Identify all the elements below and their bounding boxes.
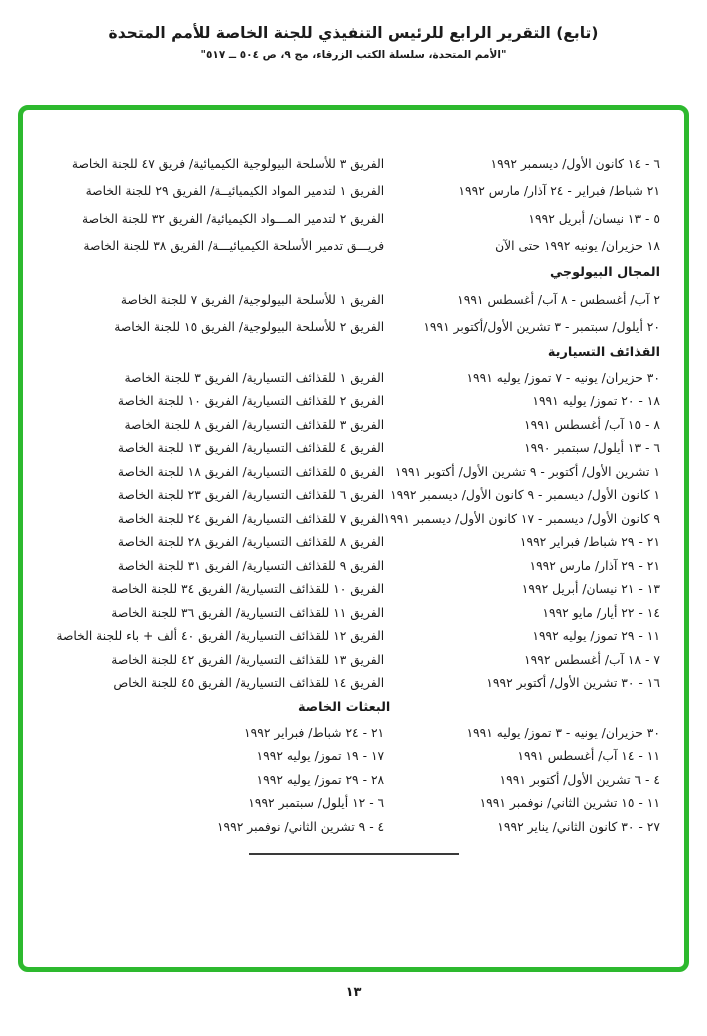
table-row: [47, 413, 660, 437]
footer-divider-line: [249, 853, 459, 855]
team-cell: الفريق ٤ للقذائف التسيارية/ الفريق ١٣ للجنة الخاصة: [117, 441, 385, 456]
date-cell: ٣٠ حزيران/ يونيه - ٣ تموز/ يوليه ١٩٩١: [466, 725, 660, 740]
table-row: [47, 531, 660, 555]
date-cell: ٢١ شباط/ فبراير - ٢٤ آذار/ مارس ١٩٩٢: [458, 184, 660, 199]
table-row: [47, 233, 660, 261]
table-row: [47, 554, 660, 578]
date-cell: ١ كانون الأول/ ديسمبر - ٩ كانون الأول/ ديسمبر ١٩٩٢: [390, 488, 660, 503]
table-row: [47, 768, 660, 792]
date-cell: ٦ - ١٣ أيلول/ سبتمبر ١٩٩٠: [524, 441, 660, 456]
team-cell: الفريق ١٤ للقذائف التسيارية/ الفريق ٤٥ للجنة الخاص: [113, 676, 385, 691]
table-row: [47, 507, 660, 531]
table-row: [47, 648, 660, 672]
table-row: [47, 178, 660, 206]
team-cell: الفريق ١١ للقذائف التسيارية/ الفريق ٣٦ للجنة الخاصة: [111, 605, 385, 620]
team-cell: الفريق ١ للأسلحة البيولوجية/ الفريق ٧ للجنة الخاصة: [120, 292, 385, 307]
team-cell: الفريق ١٣ للقذائف التسيارية/ الفريق ٤٢ للجنة الخاصة: [111, 652, 385, 667]
team-cell: الفريق ١ لتدمير المواد الكيميائيــة/ الفريق ٢٩ للجنة الخاصة: [85, 184, 385, 199]
section-heading-missiles: القذائف التسيارية: [547, 345, 660, 360]
date-cell: ١ تشرين الأول/ أكتوبر - ٩ تشرين الأول/ أكتوبر ١٩٩١: [394, 464, 660, 479]
table-row: [47, 437, 660, 461]
section-chemical: [47, 150, 660, 260]
date-cell: ٧ - ١٨ آب/ أغسطس ١٩٩٢: [524, 652, 660, 667]
team-cell: الفريق ٧ للقذائف التسيارية/ الفريق ٢٤ للجنة الخاصة: [117, 511, 385, 526]
team-cell: الفريق ٥ للقذائف التسيارية/ الفريق ١٨ للجنة الخاصة: [117, 464, 385, 479]
date-cell: ٢٧ - ٣٠ كانون الثاني/ يناير ١٩٩٢: [497, 819, 660, 834]
page-title: (تابع) التقرير الرابع للرئيس التنفيذي للجنة الخاصة للأمم المتحدة: [108, 24, 599, 42]
team-cell: فريـــق تدمير الأسلحة الكيميائيـــة/ الفريق ٣٨ للجنة الخاصة: [83, 239, 385, 254]
content-frame: [18, 105, 689, 972]
team-cell: الفريق ١٢ للقذائف التسيارية/ الفريق ٤٠ ألف + باء للجنة الخاصة: [56, 629, 385, 644]
date-cell: ١٨ حزيران/ يونيه ١٩٩٢ حتى الآن: [495, 239, 660, 254]
table-row: [47, 815, 660, 839]
date-cell: ١١ - ٢٩ تموز/ يوليه ١٩٩٢: [532, 629, 660, 644]
team-cell: الفريق ٣ للقذائف التسيارية/ الفريق ٨ للجنة الخاصة: [124, 417, 385, 432]
date-cell: ٩ كانون الأول/ ديسمبر - ١٧ كانون الأول/ ديسمبر ١٩٩١: [383, 511, 660, 526]
page-subtitle: "الأمم المتحدة، سلسلة الكتب الزرقاء، مج ٩، ص ٥٠٤ ــ ٥١٧": [200, 49, 507, 61]
table-row: [47, 205, 660, 233]
team-cell: الفريق ١٠ للقذائف التسيارية/ الفريق ٣٤ للجنة الخاصة: [111, 582, 385, 597]
table-row: [47, 366, 660, 390]
table-row: [47, 601, 660, 625]
table-row: [47, 625, 660, 649]
table-row: [47, 484, 660, 508]
table-row: [47, 286, 660, 313]
team-cell: الفريق ٢ للقذائف التسيارية/ الفريق ١٠ للجنة الخاصة: [117, 394, 385, 409]
team-cell: الفريق ٢ للأسلحة البيولوجية/ الفريق ١٥ للجنة الخاصة: [114, 319, 385, 334]
table-row: [47, 745, 660, 769]
date-cell: ١١ - ١٥ تشرين الثاني/ نوفمبر ١٩٩١: [479, 796, 660, 811]
date-cell: ٤ - ٩ تشرين الثاني/ نوفمبر ١٩٩٢: [216, 819, 385, 834]
date-cell: ٢١ - ٢٤ شباط/ فبراير ١٩٩٢: [244, 725, 385, 740]
team-cell: الفريق ١ للقذائف التسيارية/ الفريق ٣ للجنة الخاصة: [124, 370, 385, 385]
date-cell: ٢٠ أيلول/ سبتمبر - ٣ تشرين الأول/أكتوبر ١٩٩١: [423, 319, 660, 334]
date-cell: ٨ - ١٥ آب/ أغسطس ١٩٩١: [524, 417, 660, 432]
date-cell: ١٨ - ٢٠ تموز/ يوليه ١٩٩١: [532, 394, 660, 409]
table-row: [47, 792, 660, 816]
date-cell: ١٧ - ١٩ تموز/ يوليه ١٩٩٢: [256, 749, 385, 764]
document-header: [0, 0, 707, 61]
table-row: [47, 390, 660, 414]
date-cell: ٦ - ١٢ أيلول/ سبتمبر ١٩٩٢: [248, 796, 385, 811]
table-row: [47, 313, 660, 340]
date-cell: ١١ - ١٤ آب/ أغسطس ١٩٩١: [517, 749, 660, 764]
section-ballistic-missiles: [47, 340, 660, 695]
date-cell: ٢١ - ٢٩ شباط/ فبراير ١٩٩٢: [519, 535, 660, 550]
date-cell: ١٤ - ٢٢ أيار/ مايو ١٩٩٢: [542, 605, 660, 620]
section-heading-special-missions: البعثات الخاصة: [297, 700, 391, 715]
table-row: [47, 460, 660, 484]
team-cell: الفريق ٩ للقذائف التسيارية/ الفريق ٣١ للجنة الخاصة: [117, 558, 385, 573]
table-row: [47, 150, 660, 178]
date-cell: ٦ - ١٤ كانون الأول/ ديسمبر ١٩٩٢: [490, 156, 660, 171]
date-cell: ٢٨ - ٢٩ تموز/ يوليه ١٩٩٢: [256, 772, 385, 787]
section-heading-biological: المجال البيولوجي: [549, 265, 660, 280]
date-cell: ١٣ - ٢١ نيسان/ أبريل ١٩٩٢: [521, 582, 660, 597]
date-cell: ٤ - ٦ تشرين الأول/ أكتوبر ١٩٩١: [499, 772, 660, 787]
team-cell: الفريق ٢ لتدمير المـــواد الكيميائية/ الفريق ٣٢ للجنة الخاصة: [81, 211, 385, 226]
date-cell: ٢١ - ٢٩ آذار/ مارس ١٩٩٢: [529, 558, 660, 573]
team-cell: الفريق ٣ للأسلحة البيولوجية الكيميائية/ فريق ٤٧ للجنة الخاصة: [71, 156, 385, 171]
table-row: [47, 578, 660, 602]
section-biological: [47, 260, 660, 340]
date-cell: ٣٠ حزيران/ يونيه - ٧ تموز/ يوليه ١٩٩١: [466, 370, 660, 385]
table-row: [47, 721, 660, 745]
section-special-missions: [47, 695, 660, 839]
date-cell: ١٦ - ٣٠ تشرين الأول/ أكتوبر ١٩٩٢: [486, 676, 660, 691]
date-cell: ٥ - ١٣ نيسان/ أبريل ١٩٩٢: [528, 211, 660, 226]
team-cell: الفريق ٨ للقذائف التسيارية/ الفريق ٢٨ للجنة الخاصة: [117, 535, 385, 550]
page-number: ١٣: [345, 985, 362, 1000]
table-row: [47, 672, 660, 696]
date-cell: ٢ آب/ أغسطس - ٨ آب/ أغسطس ١٩٩١: [457, 292, 660, 307]
team-cell: الفريق ٦ للقذائف التسيارية/ الفريق ٢٣ للجنة الخاصة: [117, 488, 385, 503]
